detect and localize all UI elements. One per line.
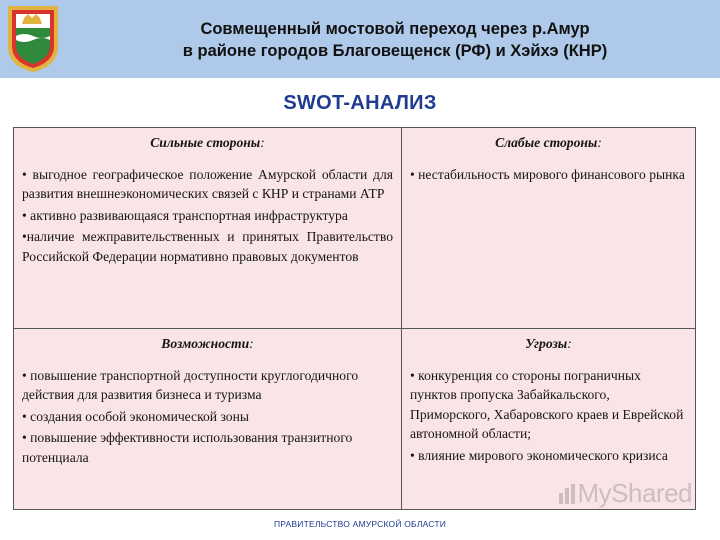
weaknesses-heading-text: Слабые стороны	[495, 135, 598, 150]
watermark-text: MyShared	[577, 478, 692, 508]
list-item: •наличие межправительственных и принятых Правительство Российской Федерации нормативно правовых документов	[22, 229, 393, 264]
opportunities-heading: Возможности:	[161, 336, 254, 351]
footer-text: ПРАВИТЕЛЬСТВО АМУРСКОЙ ОБЛАСТИ	[273, 519, 447, 529]
strengths-list	[22, 165, 393, 267]
swot-title: SWOT-АНАЛИЗ	[283, 92, 437, 114]
opportunities-list	[22, 366, 393, 468]
list-item: • выгодное географическое положение Амурской области для развития внешнеэкономических связей с КНР и странами АТР	[22, 166, 393, 201]
weaknesses-heading: Слабые стороны:	[495, 135, 602, 150]
weaknesses-cell	[402, 128, 696, 329]
header-title-line2: в районе городов Благовещенск (РФ) и Хэйхэ (КНР)	[182, 42, 608, 60]
amur-oblast-emblem-icon	[4, 2, 62, 74]
strengths-heading: Сильные стороны:	[150, 135, 265, 150]
list-item: • активно развивающаяся транспортная инфраструктура	[22, 207, 348, 223]
header-title	[70, 18, 720, 62]
threats-list	[410, 366, 687, 466]
header-bar	[0, 0, 720, 78]
list-item: • повышение транспортной доступности круглогодичного действия для развития бизнеса и туризма	[22, 367, 359, 402]
opportunities-heading-text: Возможности	[161, 336, 250, 351]
threats-heading-text: Угрозы	[525, 336, 568, 351]
swot-table	[13, 127, 696, 510]
list-item: • конкуренция со стороны пограничных пунктов пропуска Забайкальского, Приморского, Хабаровского краев и Еврейской автономной области;	[410, 367, 684, 441]
opportunities-cell	[14, 329, 402, 510]
watermark	[558, 478, 693, 509]
watermark-logo-icon	[558, 483, 576, 505]
threats-heading: Угрозы:	[525, 336, 572, 351]
weaknesses-list	[410, 165, 687, 185]
strengths-heading-text: Сильные стороны	[150, 135, 261, 150]
list-item: • повышение эффективности использования транзитного потенциала	[22, 430, 353, 465]
list-item: • создания особой экономической зоны	[22, 408, 249, 424]
table-row	[14, 128, 696, 329]
strengths-cell	[14, 128, 402, 329]
header-title-line1: Совмещенный мостовой переход через р.Амур	[200, 20, 590, 38]
list-item: • нестабильность мирового финансового рынка	[410, 166, 685, 182]
list-item: • влияние мирового экономического кризиса	[410, 447, 668, 463]
